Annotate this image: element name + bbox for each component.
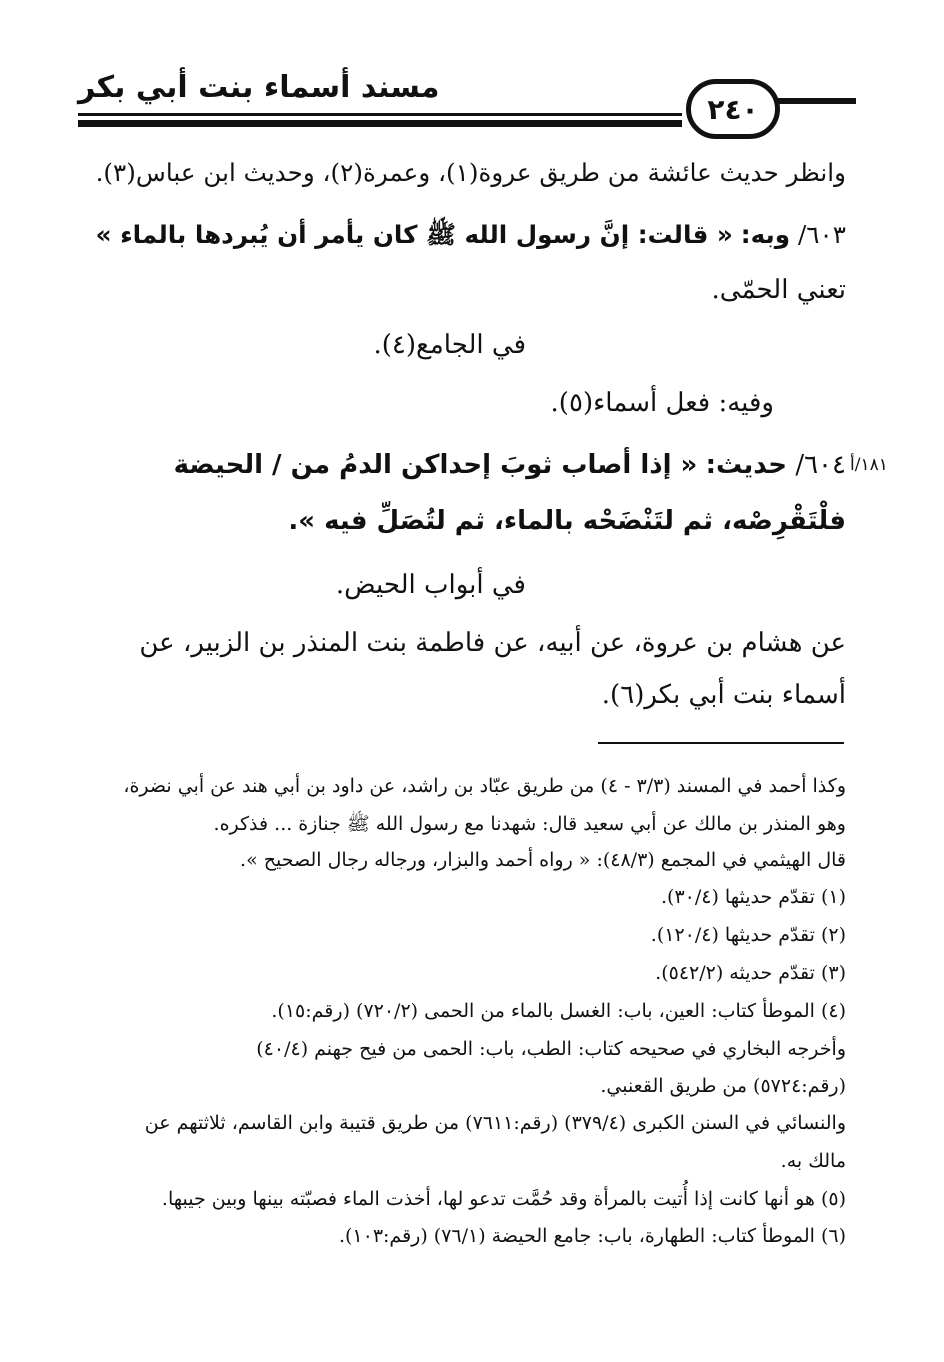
abwab-line: في أبواب الحيض.: [335, 570, 526, 600]
footnote-4-line-4: والنسائي في السنن الكبرى (٣٧٩/٤) (رقم:٧٦١١) من طريق قتيبة وابن القاسم، ثلاثتهم عن: [144, 1112, 846, 1134]
footnote-carry-2: وهو المنذر بن مالك عن أبي سعيد قال: شهدنا مع رسول الله ﷺ جنازة ... فذكره.: [213, 813, 846, 835]
footnote-4-line-3: (رقم:٥٧٢٤) من طريق القعنبي.: [600, 1075, 846, 1097]
hadith-604-line-2: فلْتَقْرِصْه، ثم لتَنْضَحْه بالماء، ثم لتُصَلِّ فيه ».: [288, 506, 846, 536]
header-rule-thin: [78, 113, 682, 116]
footnote-6: (٦) الموطأ كتاب: الطهارة، باب: جامع الحيضة (٧٦/١) (رقم:١٠٣).: [338, 1225, 846, 1247]
footnote-3: (٣) تقدّم حديثه (٥٤٢/٢).: [655, 962, 846, 984]
header-rule-right: [772, 98, 856, 104]
footnote-4-line-5: مالك به.: [780, 1150, 846, 1172]
hadith-603-line: [96, 220, 846, 256]
header-rule-thick: [78, 120, 682, 127]
margin-folio-ref: ١٨١/أ: [850, 455, 888, 475]
hadith-603-number: ٦٠٣/: [797, 220, 846, 249]
hadith-603-lead: وبه:: [740, 220, 791, 249]
running-header-title: مسند أسماء بنت أبي بكر: [78, 70, 440, 105]
wa-fihi-line: وفيه: فعل أسماء(٥).: [550, 388, 774, 418]
footnote-carry-1: وكذا أحمد في المسند (٣/٣ - ٤) من طريق عبّاد بن راشد، عن داود بن أبي هند عن أبي نضرة،: [123, 775, 846, 797]
footnote-2: (٢) تقدّم حديثها (١٢٠/٤).: [650, 924, 846, 946]
footnote-4-line-2: وأخرجه البخاري في صحيحه كتاب: الطب، باب: الحمى من فيح جهنم (٤٠/٤): [256, 1038, 846, 1060]
hadith-604-number: ٦٠٤/: [795, 450, 846, 480]
footnote-carry-3: قال الهيثمي في المجمع (٤٨/٣): « رواه أحمد والبزار، ورجاله رجال الصحيح ».: [240, 849, 846, 871]
hadith-604-lead: حديث:: [705, 450, 788, 480]
page-number-badge: [686, 79, 780, 139]
hadith-603-continuation: تعني الحمّى.: [711, 275, 846, 305]
in-jami-line: في الجامع(٤).: [373, 330, 526, 360]
hadith-604-line-1: [174, 450, 846, 480]
isnad-line-2: أسماء بنت أبي بكر(٦).: [601, 680, 846, 710]
hadith-604-text-1: « إذا أصاب ثوبَ إحداكن الدمُ من / الحيضة: [173, 450, 698, 480]
footnote-5: (٥) هو أنها كانت إذا أُتيت بالمرأة وقد حُمَّت تدعو لها، أخذت الماء فصبّته بينها وبين جيبها.: [161, 1188, 846, 1210]
page-number: ٢٤٠: [707, 92, 759, 126]
footnote-4: (٤) الموطأ كتاب: العين، باب: الغسل بالماء من الحمى (٧٢٠/٢) (رقم:١٥).: [271, 1000, 846, 1022]
footnote-1: (١) تقدّم حديثها (٣٠/٤).: [661, 886, 846, 908]
body-line-1: وانظر حديث عائشة من طريق عروة(١)، وعمرة(٢)، وحديث ابن عباس(٣).: [95, 158, 846, 187]
isnad-line-1: عن هشام بن عروة، عن أبيه، عن فاطمة بنت المنذر بن الزبير، عن: [139, 628, 846, 658]
hadith-603-text: « قالت: إنَّ رسول الله ﷺ كان يأمر أن يُبردها بالماء »: [95, 220, 733, 249]
footnote-separator: [598, 742, 844, 744]
